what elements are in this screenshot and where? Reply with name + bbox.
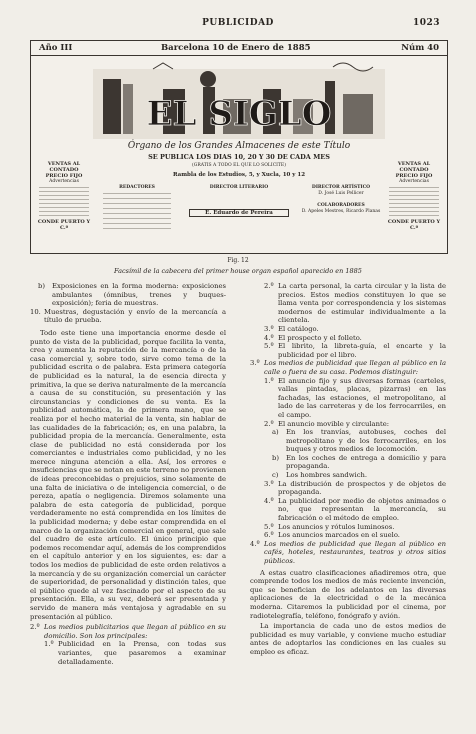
list-label: 3.º <box>264 479 274 488</box>
masthead-free-note: (GRATIS A TODO EL QUE LO SOLICITE) <box>192 163 286 168</box>
list-item <box>250 342 446 359</box>
section-text: Los medios publicitarios que llegan al público en su domicilio. Son los principales: <box>44 623 226 640</box>
list-text: Exposiciones en la forma moderna: exposiciones ambulantes (ómnibus, trenes y buques-exposición); feria de muestras. <box>52 282 226 308</box>
list-text: Los hombres sandwich. <box>286 471 368 480</box>
staff-director <box>189 185 289 217</box>
list-text: En los tranvías, autobuses, coches del metropolitano y de los ferrocarriles, en los buques y otros medios de locomoción. <box>286 428 446 454</box>
right-side-heading: VENTAS AL CONTADO <box>397 161 431 173</box>
list-label: 4.º <box>264 333 274 342</box>
masthead-title-art: EL SIGLO <box>146 94 332 134</box>
right-side-advertencias: Advertencias <box>399 179 429 184</box>
left-side-advertencias: Advertencias <box>49 179 79 184</box>
right-column <box>250 282 446 659</box>
right-side-footer: CONDE PUERTO Y C.ª <box>387 219 441 231</box>
section-label: 2.º <box>30 623 40 632</box>
list-item <box>250 471 446 480</box>
masthead-banner <box>93 59 385 139</box>
section-item <box>250 540 446 566</box>
list-label: b) <box>272 453 280 462</box>
list-label: 6.º <box>264 531 274 540</box>
left-side-heading: VENTAS AL CONTADO <box>47 161 81 173</box>
list-label: a) <box>272 428 279 437</box>
list-item <box>250 523 446 532</box>
figure-caption: Facsímil de la cabecera del primer house organ español aparecido en 1885 <box>114 267 362 275</box>
masthead-subtitle: Órgano de los Grandes Almacenes de este Título <box>127 141 351 151</box>
list-text: Los anuncios marcados en el suelo. <box>278 531 400 540</box>
masthead-dateline: Barcelona 10 de Enero de 1885 <box>161 43 311 53</box>
list-text: Muestras, degustación y envío de la mercancía a título de prueba. <box>44 307 226 325</box>
list-label: c) <box>272 471 279 480</box>
masthead-address: Rambla de los Estudios, 5, y Xucla, 10 y 12 <box>172 172 306 178</box>
list-item <box>250 282 446 325</box>
list-text: La distribución de prospectos y de objetos de propaganda. <box>278 479 446 497</box>
list-text: Publicidad en la Prensa, con todas sus variantes, que pasaremos a examinar detalladamente. <box>58 640 226 666</box>
section-item <box>30 623 226 640</box>
right-side-subheading: PRECIO FIJO <box>395 173 433 179</box>
list-label: 2.º <box>264 419 274 428</box>
left-side-subheading: PRECIO FIJO <box>45 173 83 179</box>
list-text: La publicidad por medio de objetos animados o no, que representan la mercancía, su fabricación o el método de empleo. <box>278 496 446 523</box>
list-text: El catálogo. <box>278 324 319 333</box>
list-text: Los anuncios y rótulos luminosos. <box>278 522 395 531</box>
section-text: Los medios de publicidad que llegan al público en cafés, hoteles, restaurantes, teatros y otros sitios públicos. <box>264 539 446 565</box>
right-side-column <box>385 161 443 231</box>
left-side-column <box>35 161 93 231</box>
masthead-dateline-row <box>31 43 447 56</box>
page-number: 1023 <box>412 18 440 28</box>
staff-redactores-list <box>103 193 171 229</box>
figure-label: Fig. 12 <box>227 257 249 264</box>
banner-illustration <box>93 59 385 139</box>
list-label: 10. <box>30 307 41 316</box>
list-item <box>250 480 446 497</box>
list-item <box>250 454 446 471</box>
masthead-number: Núm 40 <box>401 43 439 53</box>
list-item <box>30 282 226 308</box>
list-label: 5.º <box>264 522 274 531</box>
list-item <box>250 531 446 540</box>
left-column <box>30 282 226 666</box>
running-head-title: PUBLICIDAD <box>202 18 274 28</box>
body-paragraph: La importancia de cada uno de estos medios de publicidad es muy variable, y conviene mucho estudiar antes de adoptarlos las condiciones en las cuales su empleo es eficaz. <box>250 622 446 656</box>
list-label: 2.º <box>264 282 274 290</box>
list-item <box>250 420 446 429</box>
list-item <box>250 325 446 334</box>
list-label: 3.º <box>264 324 274 333</box>
list-label: 5.º <box>264 342 274 351</box>
list-item <box>250 377 446 420</box>
body-paragraph: A estas cuatro clasificaciones añadiremos otra, que comprende todos los medios de más reciente invención, que se benefician de los adelantos en las diversas aplicaciones de la electricidad o de la mecánica moderna. Citaremos la publicidad por el cinema, por radiotelegrafía, teléfono, fonógrafo y avión. <box>250 568 446 620</box>
right-side-small-print <box>389 187 439 217</box>
list-text: El prospecto y el folleto. <box>278 333 362 342</box>
section-item <box>250 359 446 376</box>
list-label: 4.º <box>264 496 274 505</box>
list-text: La carta personal, la carta circular y la lista de precios. Estos medios constituyen lo que se llama venta por correspondencia y los sistemas modernos de estimular individualmente a la clientela. <box>278 282 446 325</box>
list-text: El anuncio fijo y sus diversas formas (carteles, vallas pintadas, placas, pizarras) en las fachadas, las estaciones, el metropolitano, al lado de las carreteras y de los ferrocarriles, en el campo. <box>278 376 446 419</box>
list-item <box>30 308 226 325</box>
staff-redactores <box>97 185 177 231</box>
section-label: 4.º <box>250 539 260 548</box>
list-label: 1.º <box>264 376 274 385</box>
staff-artistic <box>299 185 383 215</box>
list-label: 1.º <box>44 640 54 649</box>
list-item <box>250 497 446 523</box>
staff-director-name: E. Eduardo de Pereira <box>189 209 289 217</box>
staff-artistic-heading: DIRECTOR ARTÍSTICO <box>311 185 371 190</box>
staff-artistic-name: D. José Luis Pellicer <box>318 191 364 196</box>
list-text: El librito, la libreta-guía, el encarte y la publicidad por el libro. <box>278 342 446 359</box>
staff-colab-heading: COLABORADORES <box>317 203 365 208</box>
staff-colab-names: D. Apeles Mestres, Ricardo Planas <box>301 209 381 214</box>
list-item <box>30 640 226 666</box>
list-item <box>250 428 446 454</box>
list-text: En los coches de entrega a domicilio y para propaganda. <box>286 453 446 471</box>
section-label: 3.º <box>250 359 260 368</box>
list-text: El anuncio movible y circulante: <box>278 419 390 428</box>
staff-redactores-heading: REDACTORES <box>119 185 155 190</box>
section-text: Los medios de publicidad que llegan al público en la calle o fuera de su casa. Podemos distinguir: <box>264 359 446 376</box>
masthead-publication-days: SE PUBLICA LOS DIAS 10, 20 Y 30 DE CADA MES <box>148 153 330 161</box>
left-side-footer: CONDE PUERTO Y C.ª <box>37 219 91 231</box>
body-paragraph: Todo este tiene una importancia enorme desde el punto de vista de la publicidad, porque facilita la venta, crea y aumenta la reputación de la mercancía o de la casa comercial y, sobre todo, sirve como tema de la publicidad escrita o de palabra. Esta primera categoría de publicidad es la natural, la de esencia directa y primitiva, la que se deriva naturalmente de la mercancía a causa de su constitución, su presentación y las circunstancias y condiciones de su venta. Es la publicidad automática, la de primera mano, que se realiza por el hecho material de la venta, sin hablar de las cualidades de la fabricación; es, en una palabra, la publicidad propia de la mercancía. Generalmente, esta clase de publicidad no está considerada por los comerciantes e industriales como publicidad, y no les merece ninguna atención a ella. Así, los errores e insuficiencias que se notan en este terreno no provienen de ideas preconcebidas o prejuicios, sino solamente de una falta de iniciativa o de inteligencia comercial, o de pereza, apatía o negligencia. Diremos solamente una palabra de esta categoría de publicidad, porque verdaderamente no está comprendida en los límites de la publicidad moderna; y debe estar comprendida en el marco de la organización comercial en general, que sale del cuadro de este artículo. El único principio que podemos recomendar aquí, además de los comprendidos en el capítulo anterior y en los siguientes, es: dar a todos los medios de publicidad de este orden relativos a la mercancía y de su organización comercial un carácter de superioridad, de personalidad y distinción tales, que el público quede al vez fascinado por el aspecto de su presentación. Ella, a su vez, deberá ser presentada y servido de manera más ventajosa y agradable en su presentación al público. <box>30 328 227 621</box>
masthead-staff <box>93 185 385 241</box>
list-item <box>250 334 446 343</box>
staff-director-heading: DIRECTOR LITERARIO <box>209 185 269 190</box>
left-side-small-print <box>39 187 89 217</box>
masthead-facsimile <box>30 40 448 254</box>
list-label: b) <box>38 282 46 290</box>
masthead-year: Año III <box>39 43 73 53</box>
